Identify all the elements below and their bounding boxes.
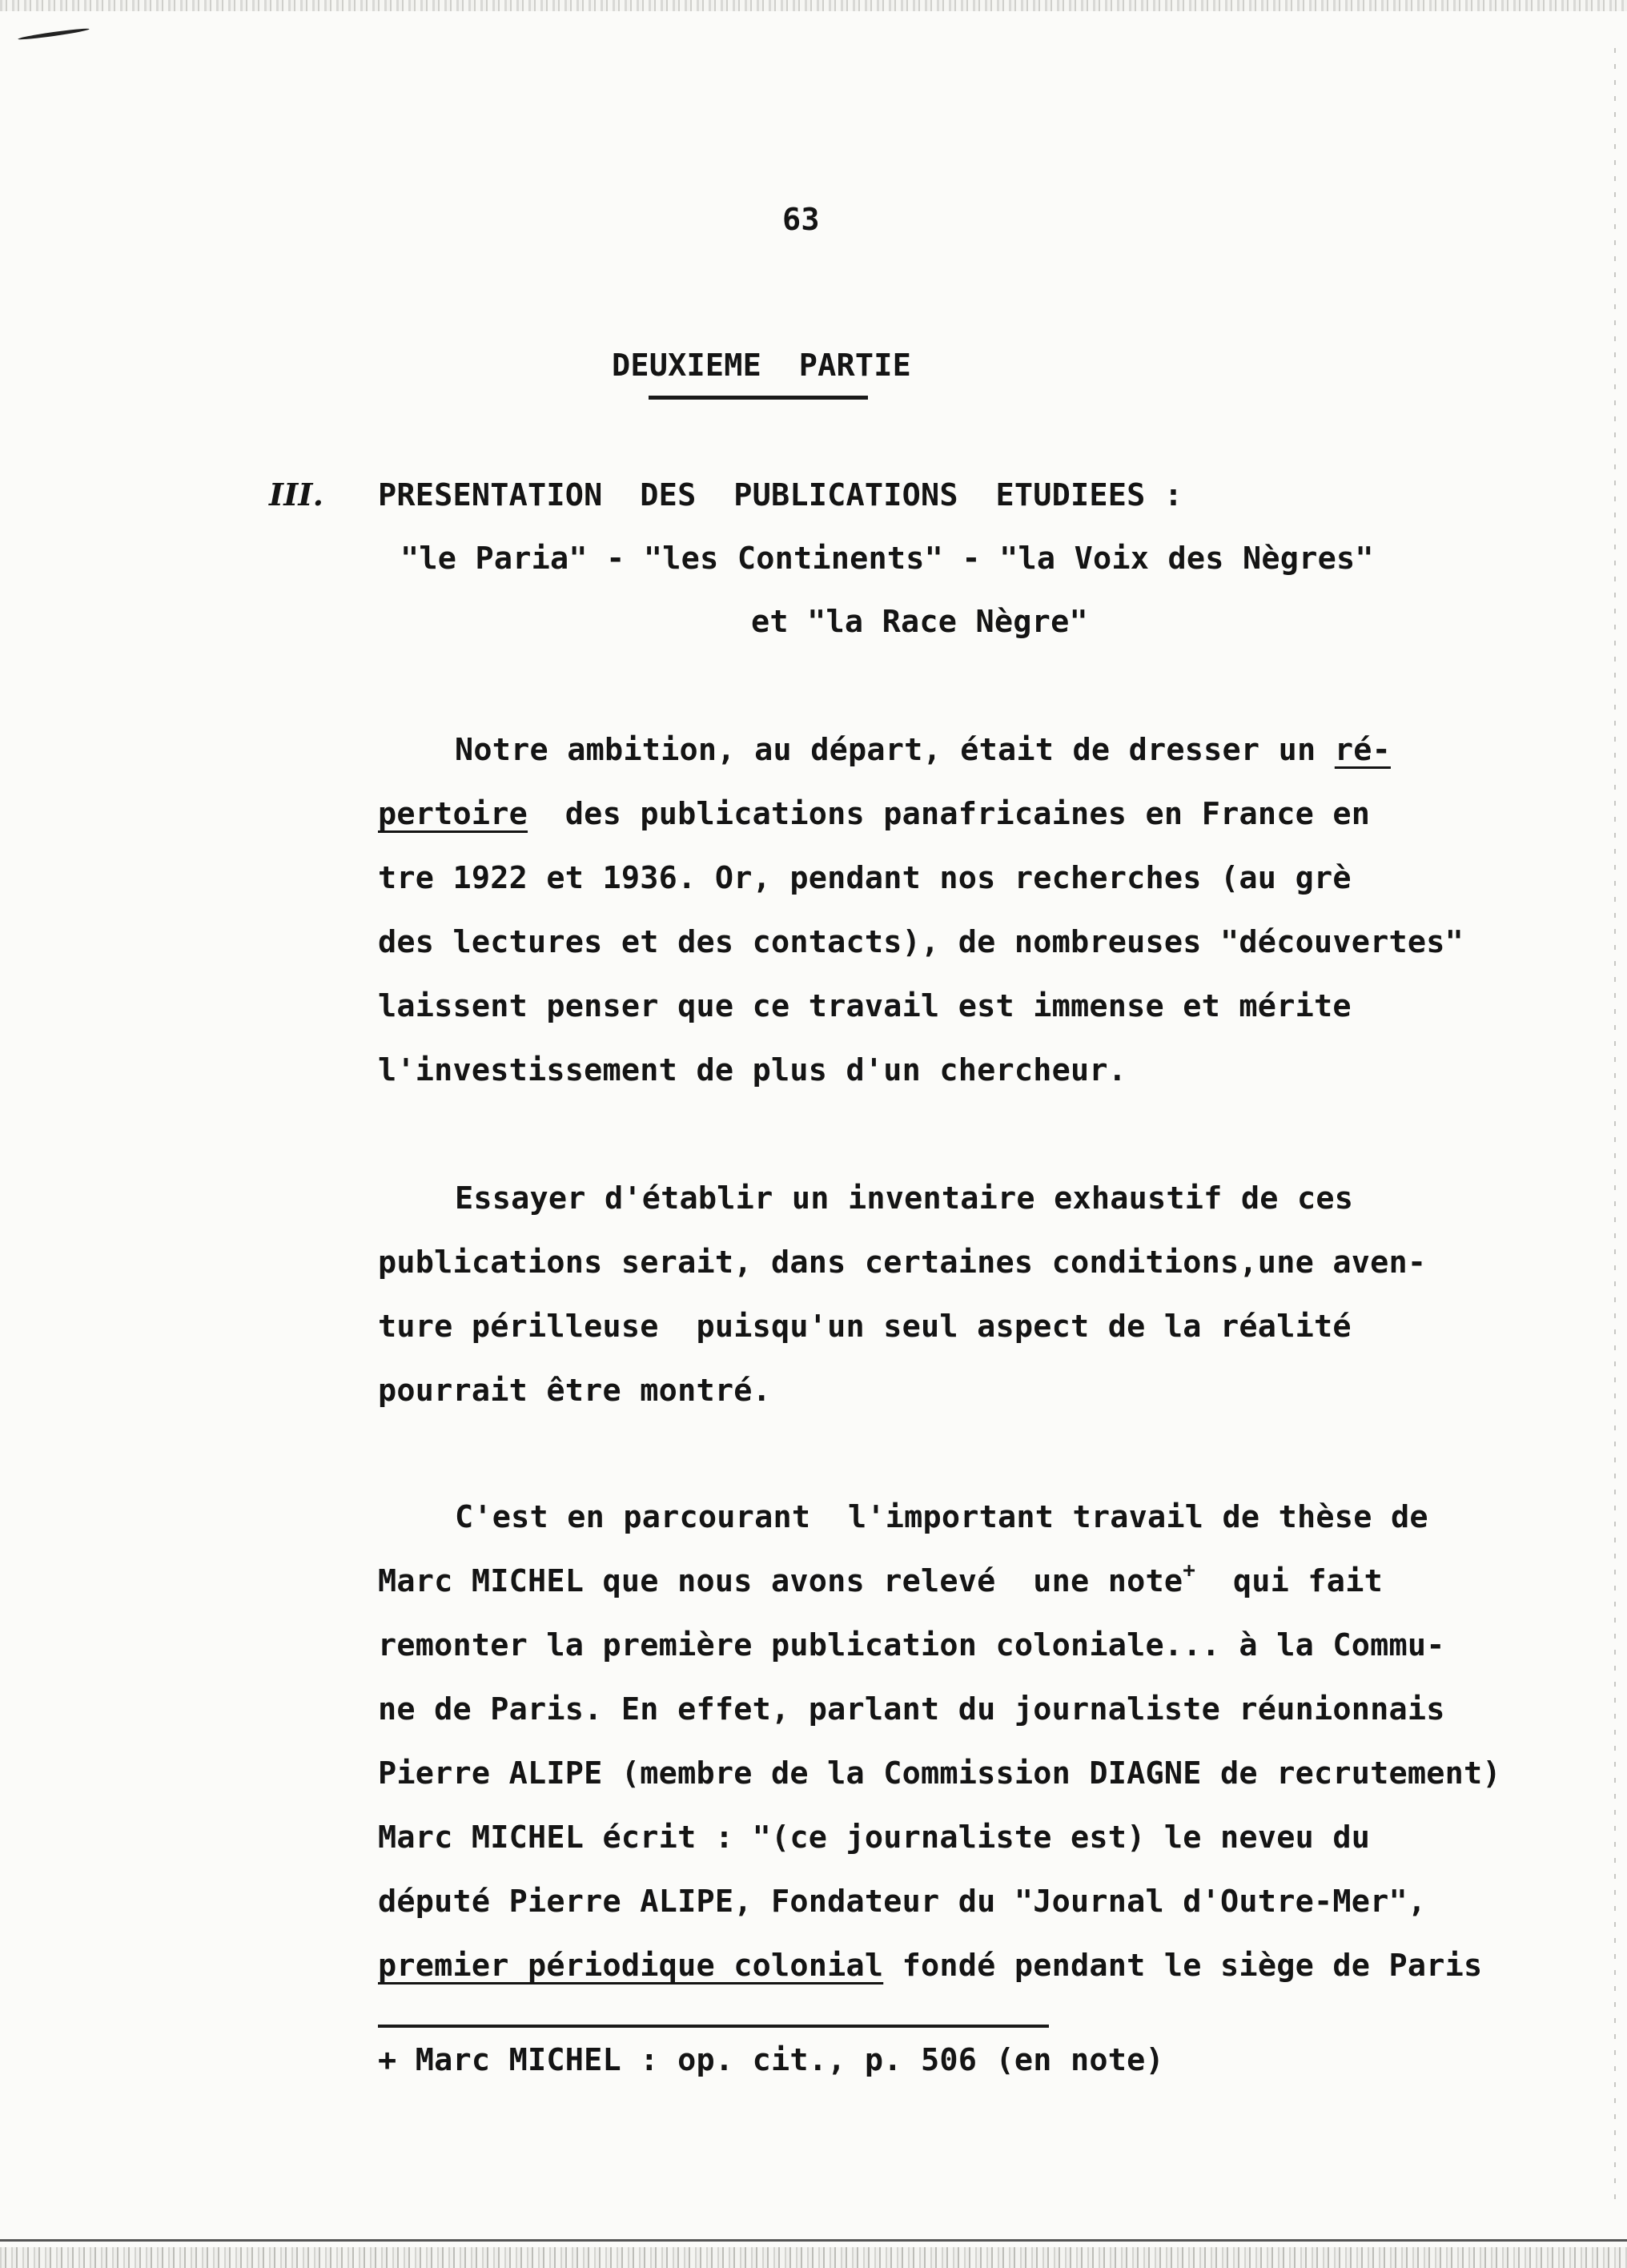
part-title-underline [649, 396, 868, 400]
underlined-term: premier périodique colonial [378, 1948, 884, 1984]
paragraph-2-line-2: publications serait, dans certaines conditions,une aven- [378, 1245, 1427, 1281]
paragraph-2-line-1: Essayer d'établir un inventaire exhaustif de ces [455, 1180, 1354, 1216]
underlined-term: pertoire [378, 796, 528, 832]
paragraph-1-line-2 [378, 796, 1370, 833]
scan-top-edge [0, 0, 1627, 11]
text-run: des publications panafricaines en France en [528, 796, 1371, 832]
footnote-marker: + [1183, 1558, 1196, 1582]
heading-line-3: et "la Race Nègre" [751, 604, 1088, 640]
paragraph-3-line-5: Pierre ALIPE (membre de la Commission DIAGNE de recrutement) [378, 1755, 1501, 1791]
footnote: + Marc MICHEL : op. cit., p. 506 (en note) [378, 2042, 1164, 2078]
bottom-page-edge-line [0, 2239, 1627, 2242]
scan-mark [18, 27, 90, 41]
footnote-separator [378, 2025, 1049, 2028]
text-run: Notre ambition, au départ, était de dresser un [455, 732, 1335, 768]
paragraph-3-line-2 [378, 1558, 1383, 1600]
paragraph-3-line-4: ne de Paris. En effet, parlant du journaliste réunionnais [378, 1691, 1445, 1727]
paragraph-2-line-3: ture périlleuse puisqu'un seul aspect de la réalité [378, 1309, 1352, 1345]
text-run: Marc MICHEL que nous avons relevé une note [378, 1563, 1183, 1599]
paragraph-3-line-6: Marc MICHEL écrit : "(ce journaliste est) le neveu du [378, 1820, 1371, 1856]
scan-bottom-edge [0, 2247, 1627, 2268]
underlined-term: ré- [1334, 732, 1391, 768]
text-run: fondé pendant le siège de Paris [883, 1948, 1483, 1984]
part-title: DEUXIEME PARTIE [612, 348, 912, 384]
paragraph-2-line-4: pourrait être montré. [378, 1373, 771, 1409]
paragraph-3-line-8 [378, 1948, 1482, 1984]
heading-line-2: "le Paria" - "les Continents" - "la Voix des Nègres" [400, 541, 1374, 577]
text-run: qui fait [1195, 1563, 1383, 1599]
paragraph-1-line-3: tre 1922 et 1936. Or, pendant nos recherches (au grè [378, 860, 1352, 896]
paragraph-1-line-1 [455, 732, 1391, 769]
paragraph-1-line-6: l'investissement de plus d'un chercheur. [378, 1052, 1127, 1088]
section-number: III. [269, 477, 324, 513]
heading-line-1: PRESENTATION DES PUBLICATIONS ETUDIEES : [378, 477, 1183, 513]
page-number: 63 [782, 202, 820, 238]
paragraph-1-line-4: des lectures et des contacts), de nombreuses "découvertes" [378, 924, 1464, 960]
paragraph-1-line-5: laissent penser que ce travail est immense et mérite [378, 988, 1352, 1024]
paragraph-3-line-7: député Pierre ALIPE, Fondateur du "Journal d'Outre-Mer", [378, 1884, 1427, 1920]
paragraph-3-line-3: remonter la première publication coloniale... à la Commu- [378, 1627, 1445, 1663]
scan-right-edge [1614, 48, 1616, 2210]
paragraph-3-line-1: C'est en parcourant l'important travail de thèse de [455, 1499, 1428, 1535]
